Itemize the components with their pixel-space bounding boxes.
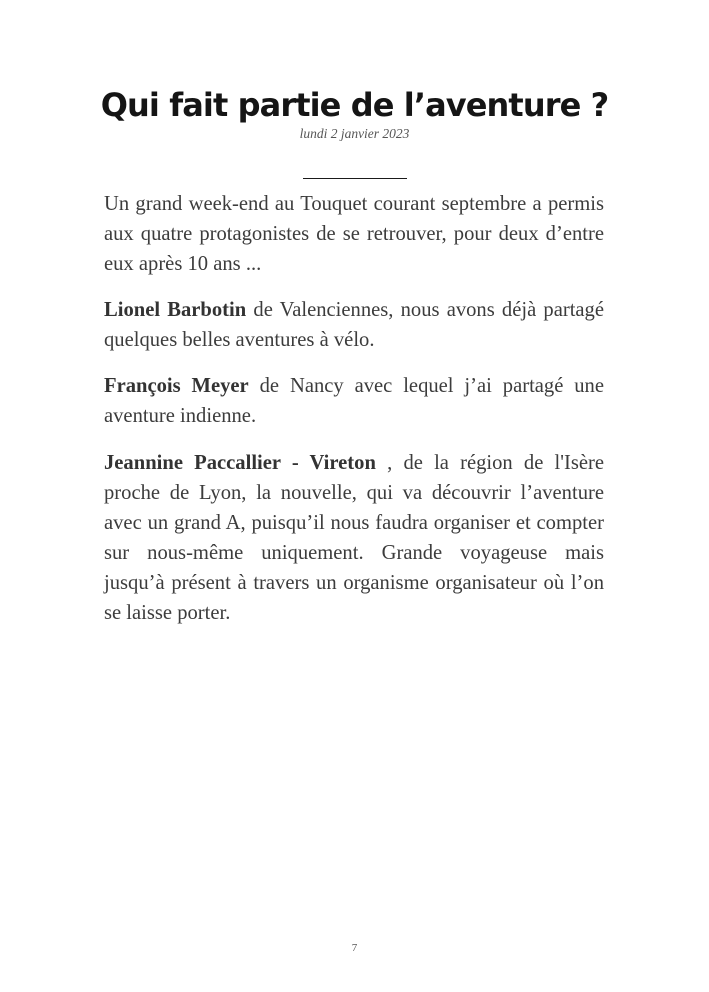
member-description: de Valenciennes, nous avons déjà partagé quelques belles aventures à vélo. [104, 299, 604, 351]
member-name: François Meyer [104, 375, 249, 397]
member-name: Jeannine Paccallier - Vireton [104, 452, 376, 474]
member-paragraph-francois [104, 371, 604, 431]
member-description: , de la région de l'Isère proche de Lyon, la nouvelle, qui va découvrir l’aventure avec un grand A, puisqu’il nous faudra organiser et compter sur nous-même uniquement. Grande voyageuse mais jusqu’à présent à travers un organisme organisateur où l’on se laisse porter. [104, 452, 604, 624]
intro-paragraph [104, 189, 604, 279]
page-number: 7 [351, 942, 358, 954]
member-name: Lionel Barbotin [104, 299, 247, 321]
member-paragraph-lionel [104, 295, 604, 355]
page-title: Qui fait partie de l’aventure ? [100, 86, 609, 124]
member-description: de Nancy avec lequel j’ai partagé une aventure indienne. [104, 375, 604, 427]
intro-text: Un grand week-end au Touquet courant septembre a permis aux quatre protagonistes de se retrouver, pour deux d’entre eux après 10 ans ... [104, 193, 604, 275]
member-paragraph-jeannine [104, 448, 604, 628]
post-date: lundi 2 janvier 2023 [299, 126, 410, 141]
title-divider [303, 178, 407, 179]
